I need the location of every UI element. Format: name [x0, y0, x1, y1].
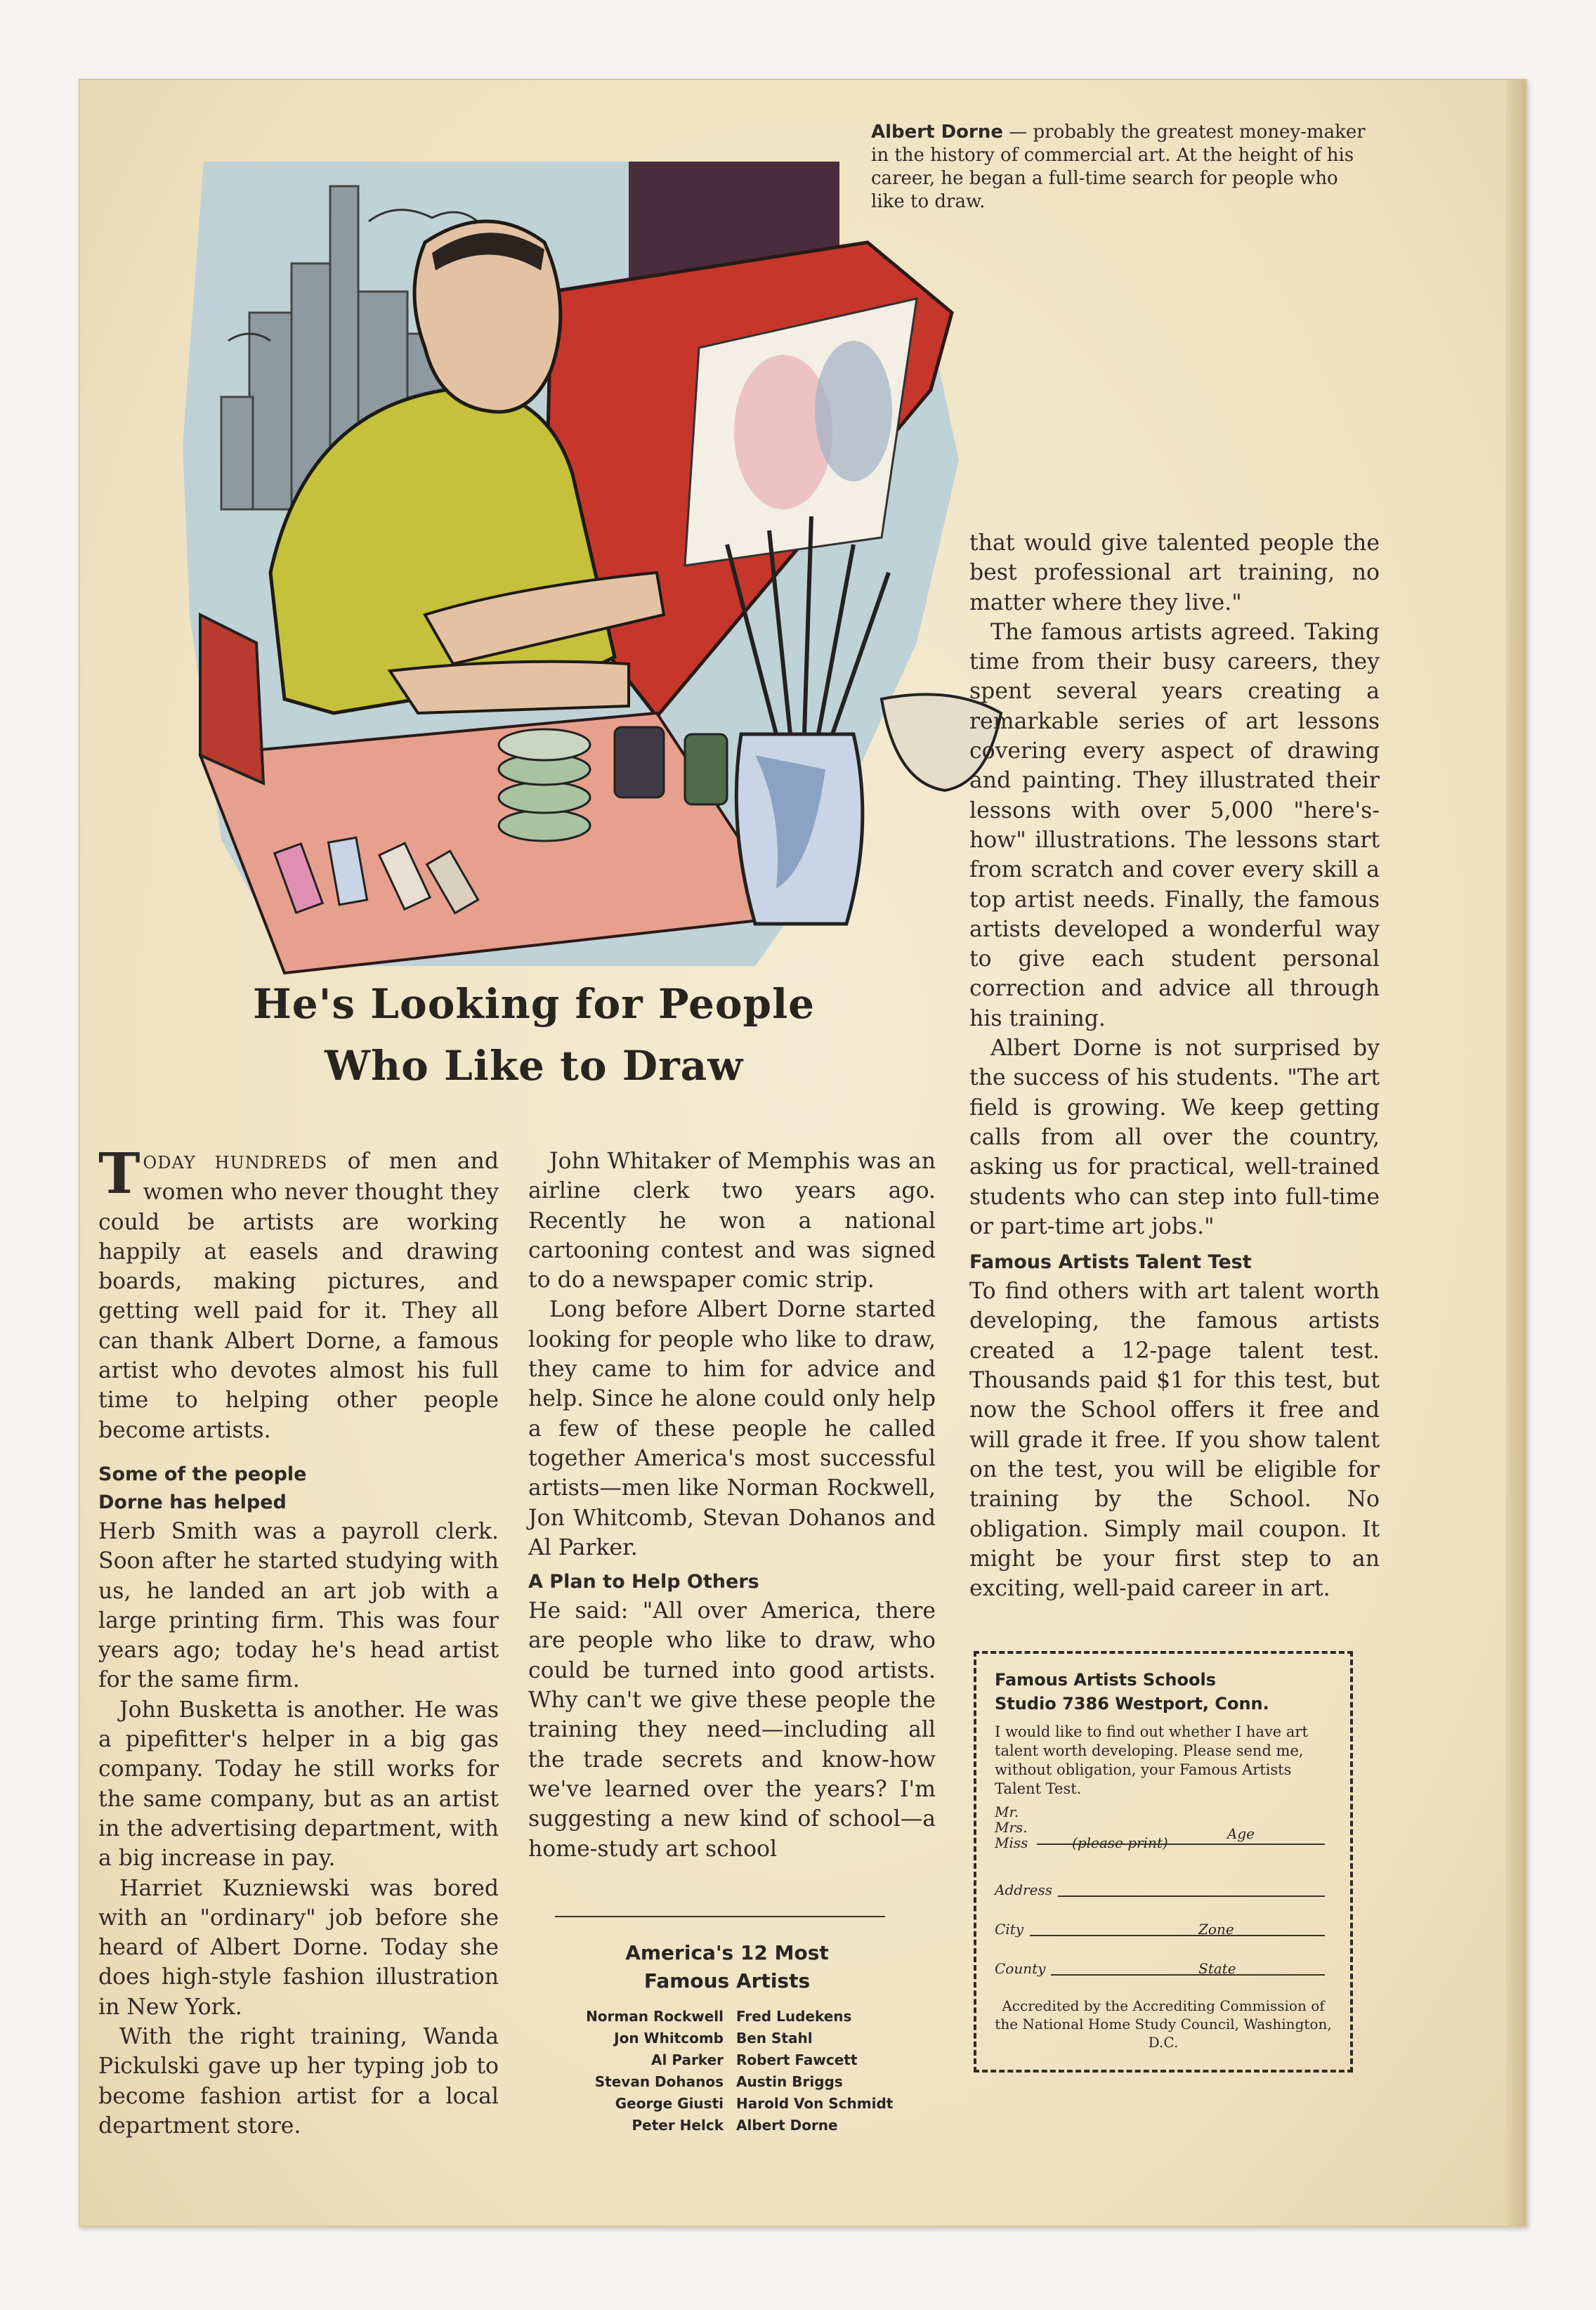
headline-line-2: Who Like to Draw: [324, 1042, 744, 1090]
spine-edge: [1506, 80, 1526, 2226]
artist-name: George Giusti: [615, 2095, 724, 2112]
subheading: Some of the people: [98, 1463, 307, 1485]
paragraph: Harriet Kuzniewski was bored with an "ordinary" job before she heard of Albert Dorne. Today she does high-style fashion illustration in New York.: [98, 1875, 499, 2020]
subheading: A Plan to Help Others: [528, 1571, 759, 1593]
paragraph: Herb Smith was a payroll clerk. Soon after he started studying with us, he landed an art job with a large printing firm. This was four years ago; today he's head artist for the same firm.: [98, 1518, 499, 1693]
drop-cap: T: [98, 1140, 140, 1206]
illustration-caption: [871, 121, 1377, 214]
artist-name: Fred Ludekens: [736, 2008, 852, 2025]
salutation-mrs: Mrs.: [995, 1819, 1028, 1836]
article-column-2: [528, 1147, 936, 1864]
name-field[interactable]: [995, 1804, 1332, 1865]
artists-list-title: [562, 1939, 892, 1995]
accreditation-note: Accredited by the Accrediting Commission of the National Home Study Council, Washington, D.C.: [995, 1997, 1332, 2051]
city-zone-field[interactable]: [995, 1904, 1332, 1943]
artist-name: Albert Dorne: [736, 2117, 838, 2134]
county-state-field[interactable]: [995, 1943, 1332, 1983]
paragraph: John Whitaker of Memphis was an airline clerk two years ago. Recently he won a national cartooning contest and was signed to do a newspaper comic strip.: [528, 1149, 936, 1293]
paragraph: that would give talented people the best professional art training, no matter where they live.": [969, 530, 1380, 615]
article-column-1: [98, 1140, 499, 2141]
coupon-school: Famous Artists Schools: [995, 1670, 1216, 1690]
paragraph: John Busketta is another. He was a pipefitter's helper in a big gas company. Today he still works for the same company, but as an artist in the advertising department, with a big increase in pay.: [98, 1697, 499, 1872]
state-label: State: [1198, 1960, 1236, 1977]
please-print-note: (please print): [1072, 1834, 1168, 1851]
artist-illustration: [123, 81, 1015, 980]
salutation-miss: Miss: [995, 1834, 1028, 1851]
artists-title-line-1: America's 12 Most: [625, 1941, 829, 1964]
mail-coupon[interactable]: [974, 1651, 1353, 2073]
city-label: City: [995, 1921, 1024, 1938]
artist-name: Ben Stahl: [736, 2030, 813, 2047]
artist-name: Harold Von Schmidt: [736, 2095, 894, 2112]
county-label: County: [995, 1960, 1046, 1977]
coupon-studio: Studio 7386 Westport, Conn.: [995, 1694, 1269, 1714]
lead-small-caps: ODAY HUNDREDS: [143, 1153, 328, 1173]
age-label: Age: [1227, 1825, 1255, 1842]
artist-name: Robert Fawcett: [736, 2051, 858, 2068]
address-field[interactable]: [995, 1865, 1332, 1904]
caption-name: Albert Dorne: [871, 122, 1003, 143]
divider-rule: [555, 1916, 885, 1917]
paragraph: Long before Albert Dorne started looking for people who like to draw, they came to him for advice and help. Since he alone could only help a few of these people he called together America's most successful artists—men like Norman Rockwell, Jon Whitcomb, Stevan Dohanos and Al Parker.: [528, 1297, 936, 1560]
paragraph: Albert Dorne is not surprised by the success of his students. "The art field is growing. We keep getting calls from all over the country, asking us for practical, well-trained students who can step into full-time or part-time art jobs.": [969, 1036, 1380, 1239]
headline: [148, 973, 920, 1097]
paragraph: of men and women who never thought they could be artists are working happily at easels and drawing boards, making pictures, and getting well paid for it. They all can thank Albert Dorne, a famous artist who devotes almost his full time to helping other people become artists.: [98, 1149, 499, 1443]
paragraph: He said: "All over America, there are people who like to draw, who could be turned into good artists. Why can't we give these people the training they need—including all the trade secrets and know-how we've learned over the years? I'm suggesting a new kind of school—a home-study art school: [528, 1598, 936, 1862]
coupon-body: I would like to find out whether I have art talent worth developing. Please send me, without obligation, your Famous Artists Talent Test.: [995, 1723, 1308, 1797]
salutation-mr: Mr.: [995, 1803, 1019, 1820]
artist-name: Stevan Dohanos: [594, 2073, 724, 2090]
caption-text: — probably the greatest money-maker in the history of commercial art. At the height of his career, he began a full-time search for people who like to draw.: [871, 122, 1366, 212]
paragraph: To find others with art talent worth developing, the famous artists created a 12-page talent test. Thousands paid $1 for this test, but now the School offers it free and will grade it free. If you show talent on the test, you will be eligible for training by the School. No obligation. Simply mail coupon. It might be your first step to an exciting, well-paid career in art.: [969, 1279, 1380, 1602]
subheading: Famous Artists Talent Test: [969, 1251, 1252, 1274]
artist-name: Jon Whitcomb: [614, 2030, 724, 2047]
subheading: Dorne has helped: [98, 1491, 287, 1513]
artist-name: Peter Helck: [632, 2117, 724, 2134]
article-column-3: [969, 528, 1380, 1603]
artist-name: Austin Briggs: [736, 2073, 843, 2090]
address-label: Address: [995, 1881, 1052, 1898]
artist-name: Norman Rockwell: [586, 2008, 724, 2025]
headline-line-1: He's Looking for People: [252, 980, 816, 1028]
artists-title-line-2: Famous Artists: [643, 1969, 811, 1992]
paragraph: With the right training, Wanda Pickulski gave up her typing job to become fashion artist for a local department store.: [98, 2024, 499, 2139]
zone-label: Zone: [1198, 1921, 1234, 1938]
artist-name: Al Parker: [651, 2051, 724, 2068]
paragraph: The famous artists agreed. Taking time from their busy careers, they spent several years creating a remarkable series of art lessons covering every aspect of drawing and painting. They illustrated their lessons with over 5,000 "here's-how" illustrations. The lessons start from scratch and cover every skill a top artist needs. Finally, the famous artists developed a wonderful way to give each student personal correction and advice all through his training.: [969, 619, 1380, 1031]
